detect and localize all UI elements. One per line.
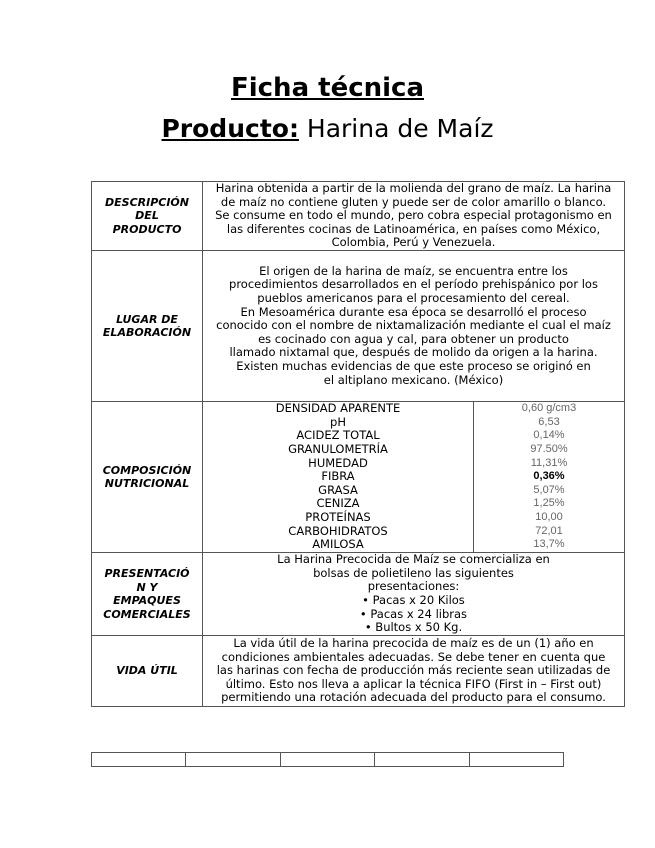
component-value: 6,53 <box>538 415 560 428</box>
header-line: DEL <box>135 209 159 223</box>
text-line: En Mesoamérica durante esa época se desarrolló el proceso <box>240 304 587 319</box>
page-title: Ficha técnica <box>230 73 425 103</box>
table-row <box>203 484 624 498</box>
component-name: PROTEÍNAS <box>203 511 474 525</box>
component-name: DENSIDAD APARENTE <box>203 402 474 416</box>
text-line: Colombia, Perú y Venezuela. <box>331 235 496 250</box>
component-value: 97.50% <box>530 443 568 456</box>
footer-cell <box>375 753 469 767</box>
header-line: LUGAR DE <box>116 312 178 326</box>
header-line: PRESENTACIÓ <box>104 567 190 580</box>
component-value: 10,00 <box>535 510 563 523</box>
table-row <box>203 538 624 552</box>
footer-cell <box>469 753 563 767</box>
row-lugar <box>92 251 625 402</box>
header-composicion <box>92 402 203 553</box>
header-line: COMERCIALES <box>103 607 191 621</box>
component-name: pH <box>203 416 474 430</box>
component-value: 5,07% <box>533 483 565 496</box>
header-line: COMPOSICIÓN <box>102 463 192 477</box>
component-value: 0,60 g/cm3 <box>521 402 577 415</box>
component-value: 11,31% <box>530 456 568 469</box>
table-row <box>203 497 624 511</box>
component-name: GRASA <box>203 484 474 498</box>
text-line: conocido con el nombre de nixtamalización mediante el cual el maíz <box>216 318 611 333</box>
table-row <box>203 511 624 525</box>
header-line: PRODUCTO <box>112 222 182 236</box>
presentacion-text <box>203 553 625 636</box>
header-descripcion <box>92 182 203 251</box>
text-line: La Harina Precocida de Maíz se comercializa en <box>277 552 550 567</box>
component-value: 72,01 <box>535 524 563 537</box>
product-subtitle <box>0 114 655 143</box>
row-presentacion <box>92 553 625 636</box>
vida-util-text <box>203 636 625 707</box>
table-row <box>203 525 624 539</box>
header-line: N Y <box>136 580 158 594</box>
text-line: de maíz no contiene gluten y puede ser de color amarillo o blanco. <box>220 194 607 209</box>
header-line: EMPAQUES <box>113 594 181 607</box>
text-line: Existen muchas evidencias de que este proceso se originó en <box>236 358 591 373</box>
text-line: es cocinado con agua y cal, para obtener un producto <box>258 331 569 346</box>
table-row <box>92 753 564 767</box>
lugar-text <box>203 251 625 402</box>
text-line: La vida útil de la harina precocida de maíz es de un (1) año en <box>233 636 594 651</box>
table-row <box>203 429 624 443</box>
table-row <box>203 402 624 416</box>
product-label: Producto: <box>161 114 299 143</box>
list-item: • Pacas x 24 libras <box>359 606 468 621</box>
text-line: presentaciones: <box>367 579 460 594</box>
header-line: DESCRIPCIÓN <box>105 195 189 209</box>
text-line: el altiplano mexicano. (México) <box>323 372 504 387</box>
header-lugar <box>92 251 203 402</box>
row-descripcion <box>92 182 625 251</box>
component-value: 0,36% <box>533 470 565 483</box>
text-line: las harinas con fecha de producción más reciente sean utilizadas de <box>216 663 611 678</box>
text-line: llamado nixtamal que, después de molido da origen a la harina. <box>229 345 598 360</box>
component-name: FIBRA <box>203 470 474 484</box>
component-name: GRANULOMETRÍA <box>203 443 474 457</box>
component-value: 0,14% <box>533 429 565 442</box>
text-line: último. Esto nos lleva a aplicar la técnica FIFO (First in – First out) <box>225 676 602 691</box>
text-line: El origen de la harina de maíz, se encuentra entre los <box>259 263 568 278</box>
text-line: las diferentes cocinas de Latinoamérica, en países como México, <box>226 221 601 236</box>
text-line: pueblos americanos para el procesamiento del cereal. <box>257 291 570 306</box>
component-name: HUMEDAD <box>203 457 474 471</box>
text-line: condiciones ambientales adecuadas. Se debe tener en cuenta que <box>221 649 606 664</box>
list-item: • Bultos x 50 Kg. <box>364 620 463 635</box>
component-name: CARBOHIDRATOS <box>203 525 474 539</box>
list-item: • Pacas x 20 Kilos <box>362 593 465 607</box>
composicion-cell <box>203 402 625 553</box>
composicion-table <box>203 402 624 552</box>
text-line: bolsas de polietileno las siguientes <box>313 565 514 580</box>
table-row <box>203 470 624 484</box>
descripcion-text <box>203 182 625 251</box>
text-line: permitiendo una rotación adecuada del producto para el consumo. <box>221 690 606 705</box>
text-line: Harina obtenida a partir de la molienda del grano de maíz. La harina <box>215 181 612 196</box>
footer-cell <box>280 753 374 767</box>
component-value: 1,25% <box>533 497 565 510</box>
component-value: 13,7% <box>533 538 565 551</box>
header-line: ELABORACIÓN <box>102 326 192 339</box>
row-vida-util <box>92 636 625 707</box>
text-line: procedimientos desarrollados en el período prehispánico por los <box>229 277 598 292</box>
spec-table <box>91 181 625 707</box>
product-name: Harina de Maíz <box>298 114 494 143</box>
component-name: AMILOSA <box>203 538 474 552</box>
header-line: NUTRICIONAL <box>104 477 190 490</box>
component-name: ACIDEZ TOTAL <box>203 429 474 443</box>
row-composicion <box>92 402 625 553</box>
header-vida-util <box>92 636 203 707</box>
footer-cell <box>92 753 186 767</box>
header-line: VIDA ÚTIL <box>116 664 178 678</box>
footer-table <box>91 752 564 767</box>
table-row <box>203 457 624 471</box>
table-row <box>203 416 624 430</box>
text-line: Se consume en todo el mundo, pero cobra especial protagonismo en <box>215 208 612 223</box>
component-name: CENIZA <box>203 497 474 511</box>
footer-cell <box>186 753 280 767</box>
table-row <box>203 443 624 457</box>
header-presentacion <box>92 553 203 636</box>
